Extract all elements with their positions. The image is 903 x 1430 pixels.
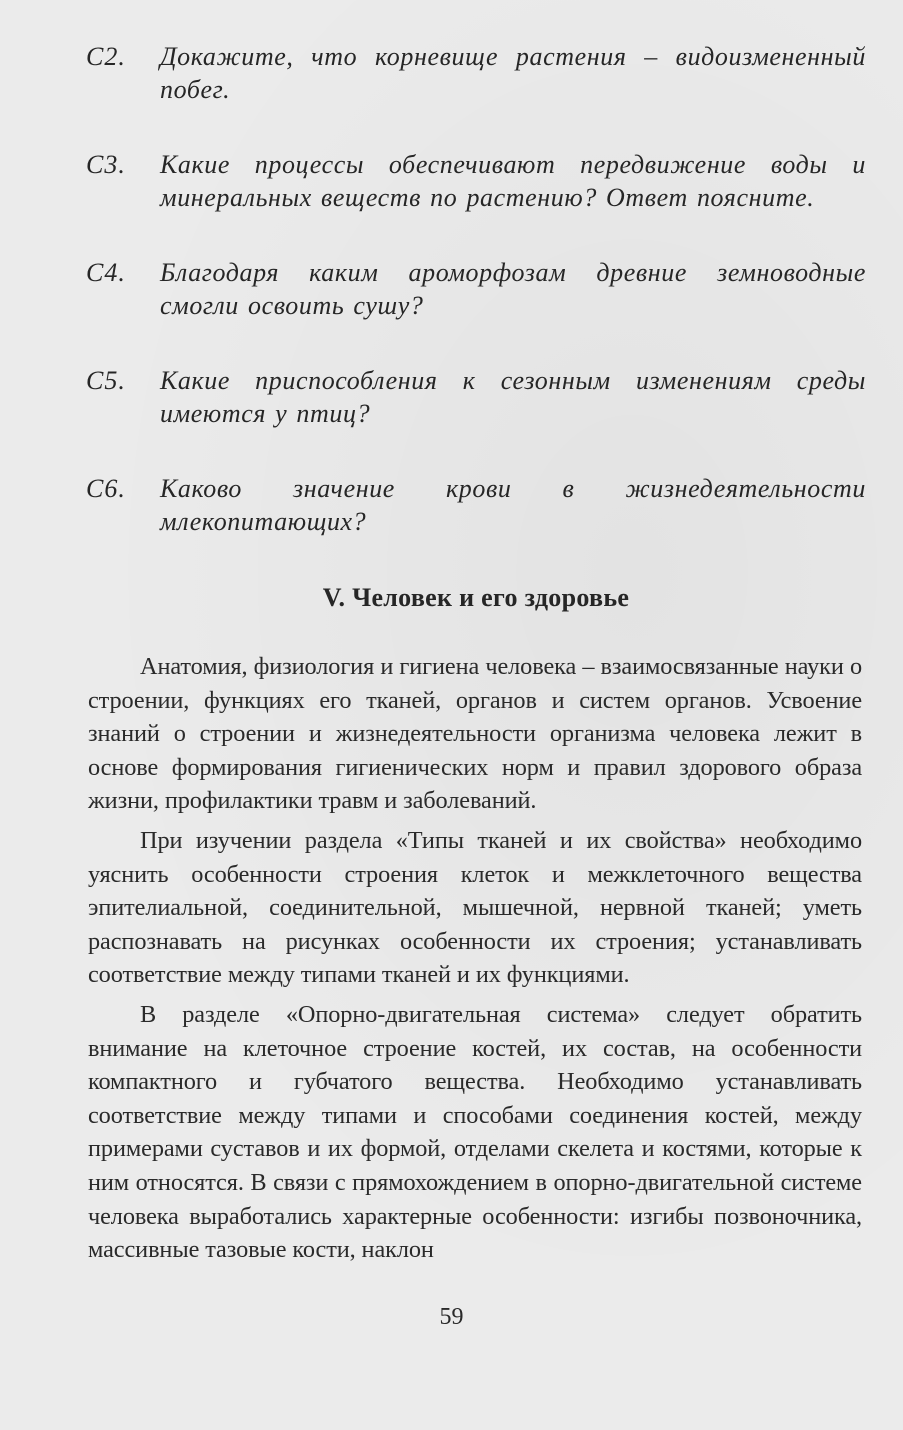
question-text: Благодаря каким ароморфозам древние земноводные смогли освоить сушу? xyxy=(160,258,866,320)
question-c4 xyxy=(86,256,866,322)
paragraph: При изучении раздела «Типы тканей и их свойства» необходимо уяснить особенности строения клеток и межклеточного вещества эпителиальной, соединительной, мышечной, нервной тканей; уметь распознавать на рисунках особенности их строения; устанавливать соответствие между типами тканей и их функциями. xyxy=(88,826,862,989)
question-text: Каково значение крови в жизнедеятельности млекопитающих? xyxy=(160,474,866,536)
page-number: 59 xyxy=(439,1304,464,1330)
question-text: Докажите, что корневище растения – видоизмененный побег. xyxy=(160,42,866,104)
paragraph: В разделе «Опорно-двигательная система» следует обратить внимание на клеточное строение костей, их состав, на особенности компактного и губчатого вещества. Необходимо устанавливать соответствие между типами и способами соединения костей, между примерами суставов и их формой, отделами скелета и костями, которые к ним относятся. В связи с прямохождением в опорно-двигательной системе человека выработались характерные особенности: изгибы позвоночника, массивные тазовые кости, наклон xyxy=(88,1000,862,1264)
question-c6 xyxy=(86,472,866,538)
section-body xyxy=(88,650,862,1273)
section-heading: V. Человек и его здоровье xyxy=(322,583,630,612)
question-text: Какие приспособления к сезонным изменениям среды имеются у птиц? xyxy=(160,366,866,428)
question-number: С5. xyxy=(86,366,126,395)
question-text: Какие процессы обеспечивают передвижение воды и минеральных веществ по растению? Ответ поясните. xyxy=(160,150,866,212)
question-list xyxy=(86,40,866,580)
question-number: С3. xyxy=(86,150,126,179)
question-c3 xyxy=(86,148,866,214)
question-number: С2. xyxy=(86,42,126,71)
paragraph: Анатомия, физиология и гигиена человека – взаимосвязанные науки о строении, функциях его тканей, органов и систем органов. Усвоение знаний о строении и жизнедеятельности организма человека лежит в основе формирования гигиенических норм и правил здорового образа жизни, профилактики травм и заболеваний. xyxy=(88,653,862,815)
question-c5 xyxy=(86,364,866,430)
question-c2 xyxy=(86,40,866,106)
question-number: С6. xyxy=(86,474,126,503)
question-number: С4. xyxy=(86,258,126,287)
